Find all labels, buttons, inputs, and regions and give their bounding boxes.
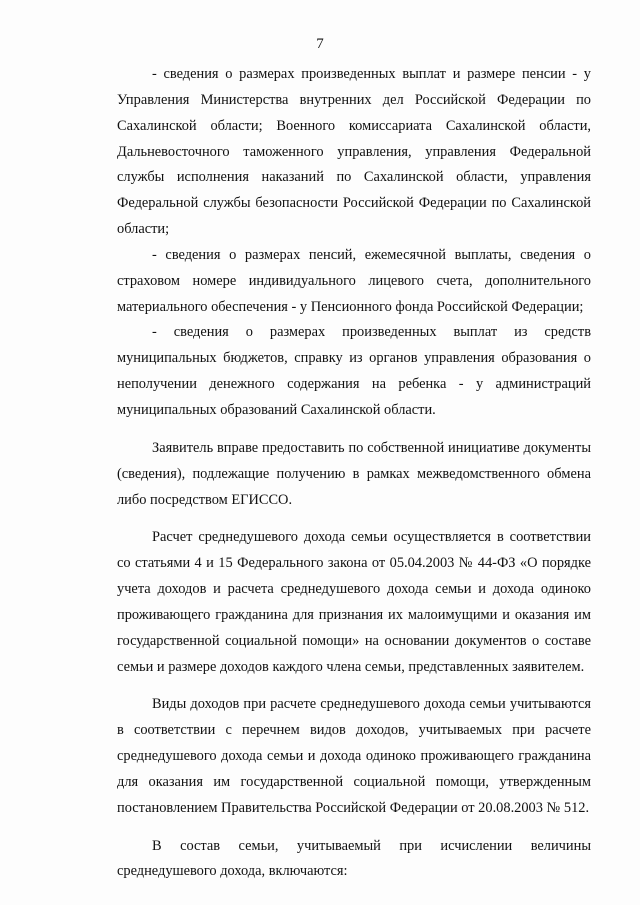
paragraph-income-types: Виды доходов при расчете среднедушевого дохода семьи учитываются в соответствии с перечнем видов доходов, учитываемых при расчете среднедушевого дохода семьи и дохода одиноко проживающего гражданина для оказания им государственной социальной помощи, утвержденным постановлением Правительства Российской Федерации от 20.08.2003 № 512. xyxy=(117,696,591,816)
document-body xyxy=(117,62,591,885)
paragraph-payments-info-sources: - сведения о размерах произведенных выплат и размере пенсии - у Управления Министерства внутренних дел Российской Федерации по Сахалинской области; Военного комиссариата Сахалинской области, Дальневосточного таможенного управления, управления Федеральной службы исполнения наказаний по Сахалинской области, управления Федеральной службы безопасности Российской Федерации по Сахалинской области; xyxy=(117,66,591,238)
paragraph-pension-fund-info: - сведения о размерах пенсий, ежемесячной выплаты, сведения о страховом номере индивидуального лицевого счета, дополнительного материального обеспечения - у Пенсионного фонда Российской Федерации; xyxy=(117,246,591,315)
paragraph-family-composition: В состав семьи, учитываемый при исчислении величины среднедушевого дохода, включаются: xyxy=(117,837,591,880)
paragraph-applicant-right: Заявитель вправе предоставить по собственной инициативе документы (сведения), подлежащие получению в рамках межведомственного обмена либо посредством ЕГИССО. xyxy=(117,439,591,508)
page-number: 7 xyxy=(316,36,324,52)
paragraph-municipal-info: - сведения о размерах произведенных выплат из средств муниципальных бюджетов, справку из органов управления образования о неполучении денежного содержания на ребенка - у администраций муниципальных образований Сахалинской области. xyxy=(117,324,591,418)
paragraph-income-calculation: Расчет среднедушевого дохода семьи осуществляется в соответствии со статьями 4 и 15 Федерального закона от 05.04.2003 № 44-ФЗ «О порядке учета доходов и расчета среднедушевого дохода семьи и дохода одиноко проживающего гражданина для признания их малоимущими и оказания им государственной социальной помощи» на основании документов о составе семьи и размере доходов каждого члена семьи, представленных заявителем. xyxy=(117,529,591,675)
